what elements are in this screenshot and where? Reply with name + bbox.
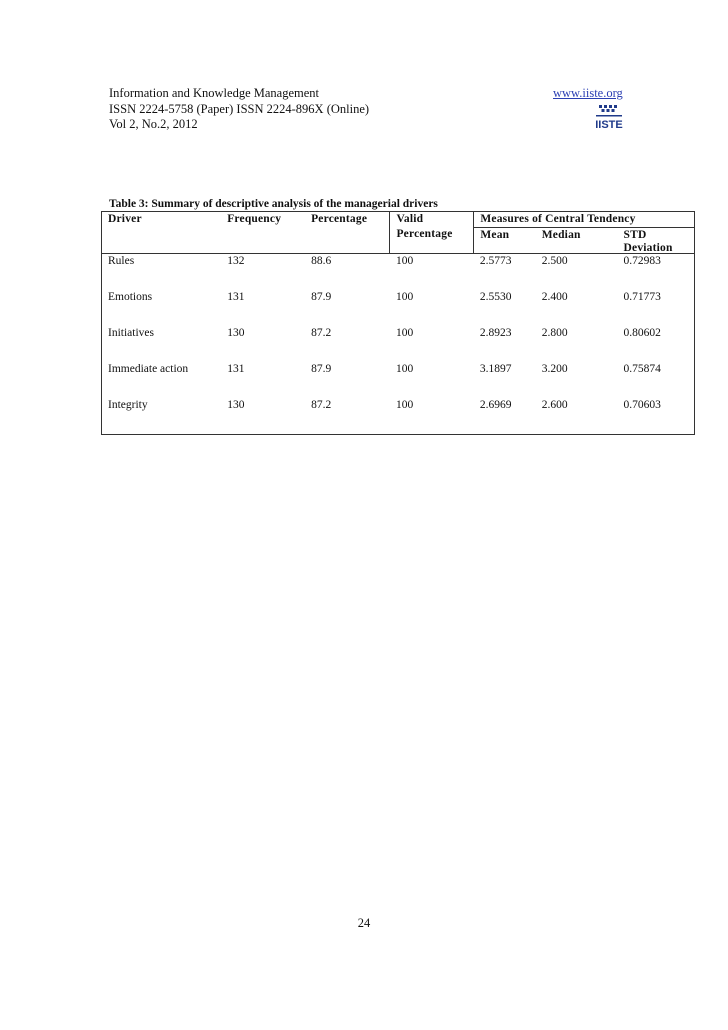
- header-spacer: [102, 243, 222, 254]
- header-mean: Mean: [474, 228, 536, 244]
- cell-driver: Immediate action: [108, 363, 189, 375]
- header-frequency: Frequency: [227, 213, 282, 225]
- cell-driver: Integrity: [108, 399, 148, 411]
- cell-driver: Initiatives: [108, 327, 154, 339]
- table-row: [102, 254, 695, 291]
- header-median: Median: [536, 228, 618, 244]
- cell-frequency: 131: [227, 291, 245, 303]
- cell-driver: Emotions: [108, 291, 153, 303]
- cell-valid: 100: [395, 363, 414, 375]
- journal-url-link[interactable]: www.iiste.org: [553, 86, 623, 100]
- descriptive-analysis-table: [101, 211, 695, 435]
- cell-percentage: 87.2: [311, 327, 332, 339]
- cell-frequency: 132: [227, 255, 245, 267]
- header-percentage: Percentage: [311, 213, 368, 225]
- table-row: [102, 326, 695, 362]
- header-std-line2: Deviation: [618, 243, 695, 254]
- cell-valid: 100: [395, 291, 414, 303]
- cell-mean: 2.5530: [479, 291, 512, 303]
- cell-mean: 2.6969: [479, 399, 512, 411]
- cell-percentage: 87.2: [311, 399, 332, 411]
- logo-text: IISTE: [595, 119, 623, 130]
- journal-title: Information and Knowledge Management: [109, 86, 320, 100]
- cell-median: 2.600: [541, 399, 568, 411]
- cell-driver: Rules: [108, 255, 135, 267]
- cell-percentage: 88.6: [311, 255, 332, 267]
- journal-header: [109, 86, 369, 133]
- header-valid-line1: Valid: [396, 213, 424, 225]
- page-number: 24: [357, 916, 371, 930]
- cell-valid: 100: [395, 399, 414, 411]
- cell-percentage: 87.9: [311, 363, 332, 375]
- header-valid-line2: Percentage: [396, 228, 453, 240]
- header-std-line1: STD: [623, 229, 647, 241]
- cell-median: 2.500: [541, 255, 568, 267]
- header-central-tendency: Measures of Central Tendency: [474, 212, 695, 228]
- header-spacer: [536, 243, 618, 254]
- header-spacer: [305, 243, 390, 254]
- header-spacer: [474, 243, 536, 254]
- cell-std: 0.80602: [623, 327, 661, 339]
- table-row: [102, 362, 695, 398]
- cell-valid: 100: [395, 327, 414, 339]
- cell-median: 3.200: [541, 363, 568, 375]
- cell-std: 0.75874: [623, 363, 661, 375]
- table-row: [102, 290, 695, 326]
- cell-frequency: 130: [227, 327, 245, 339]
- iiste-logo-icon: [593, 104, 625, 130]
- cell-frequency: 131: [227, 363, 245, 375]
- journal-volume: Vol 2, No.2, 2012: [109, 117, 198, 131]
- cell-mean: 2.5773: [479, 255, 512, 267]
- cell-std: 0.71773: [623, 291, 661, 303]
- table-caption: Table 3: Summary of descriptive analysis of the managerial drivers: [109, 198, 438, 210]
- cell-median: 2.400: [541, 291, 568, 303]
- cell-median: 2.800: [541, 327, 568, 339]
- cell-std: 0.70603: [623, 399, 661, 411]
- cell-mean: 2.8923: [479, 327, 512, 339]
- header-driver: Driver: [108, 213, 142, 225]
- header-spacer: [390, 243, 474, 254]
- cell-mean: 3.1897: [479, 363, 512, 375]
- cell-valid: 100: [395, 255, 414, 267]
- header-valid-percentage: [390, 212, 474, 244]
- journal-issn: ISSN 2224-5758 (Paper) ISSN 2224-896X (Online): [109, 101, 370, 116]
- cell-frequency: 130: [227, 399, 245, 411]
- cell-std: 0.72983: [623, 255, 661, 267]
- header-spacer: [221, 243, 305, 254]
- cell-percentage: 87.9: [311, 291, 332, 303]
- header-std-deviation: [618, 228, 695, 244]
- table-row: [102, 398, 695, 435]
